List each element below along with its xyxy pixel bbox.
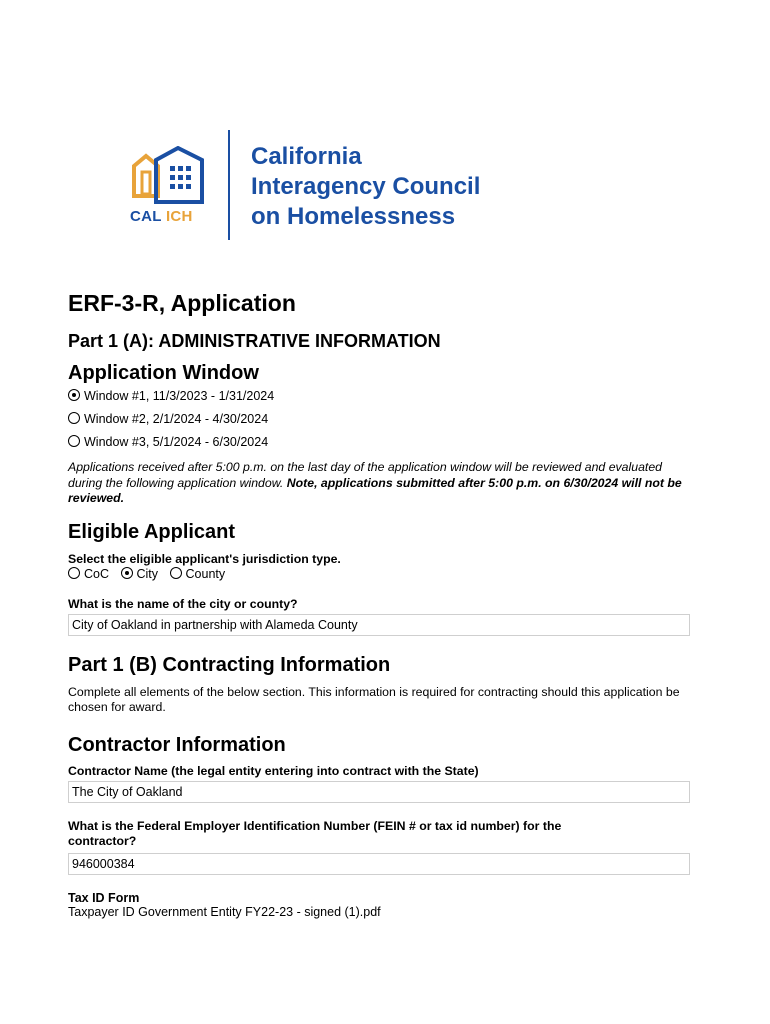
jurisdiction-option-coc[interactable] — [68, 567, 109, 581]
logo-line-3: on Homelessness — [251, 203, 456, 230]
contractor-information-heading: Contractor Information — [68, 733, 286, 756]
jurisdiction-question: Select the eligible applicant's jurisdiction type. — [68, 551, 341, 566]
page-title: ERF-3-R, Application — [68, 290, 296, 316]
cal-ich-logo — [130, 128, 530, 243]
logo-line-2: Interagency Council — [251, 173, 481, 200]
logo-abbreviation — [130, 208, 193, 225]
fein-field[interactable]: 946000384 — [68, 853, 690, 875]
part1a-heading: Part 1 (A): ADMINISTRATIVE INFORMATION — [68, 331, 441, 351]
logo-line-1: California — [251, 143, 362, 170]
logo-cal-text: CAL — [130, 208, 162, 225]
window-note-bold: Note, applications submitted after 5:00 p.m. on 6/30/2024 will not be reviewed. — [68, 475, 682, 505]
application-window-options — [68, 387, 698, 456]
jurisdiction-option-city[interactable] — [121, 567, 159, 581]
part1b-description: Complete all elements of the below section. This information is required for contracting should this application be chosen for award. — [68, 684, 680, 714]
window-option-2[interactable] — [68, 410, 698, 433]
window-option-label: Window #2, 2/1/2024 - 4/30/2024 — [84, 412, 269, 426]
city-county-name-question: What is the name of the city or county? — [68, 596, 298, 611]
option-label: County — [185, 566, 226, 581]
radio-unchecked-icon[interactable] — [68, 567, 80, 579]
application-window-heading: Application Window — [68, 362, 259, 384]
contractor-name-label: Contractor Name (the legal entity entering into contract with the State) — [68, 763, 479, 778]
application-content — [68, 290, 698, 919]
city-county-name-field[interactable]: City of Oakland in partnership with Alameda County — [68, 614, 690, 636]
logo-wordmark — [251, 142, 480, 232]
fein-label: What is the Federal Employer Identification Number (FEIN # or tax id number) for the contractor? — [68, 818, 562, 848]
jurisdiction-option-county[interactable] — [170, 567, 226, 581]
option-label: City — [136, 566, 159, 581]
window-option-3[interactable] — [68, 433, 698, 456]
radio-checked-icon[interactable] — [68, 389, 80, 401]
contractor-name-field[interactable]: The City of Oakland — [68, 781, 690, 803]
logo-divider — [228, 130, 230, 240]
window-option-label: Window #1, 11/3/2023 - 1/31/2024 — [84, 389, 275, 403]
window-option-label: Window #3, 5/1/2024 - 6/30/2024 — [84, 435, 269, 449]
window-option-1[interactable] — [68, 387, 698, 410]
radio-checked-icon[interactable] — [121, 567, 133, 579]
option-label: CoC — [84, 566, 110, 581]
jurisdiction-options — [68, 567, 698, 581]
window-note — [68, 460, 698, 507]
tax-id-form-label: Tax ID Form — [68, 890, 140, 905]
eligible-applicant-heading: Eligible Applicant — [68, 520, 236, 543]
window-note-text: Applications received after 5:00 p.m. on the last day of the application window will be reviewed and evaluated during the following application window. — [68, 460, 663, 490]
house-icon — [130, 146, 210, 206]
logo-ich-text: ICH — [165, 208, 193, 225]
part1b-heading: Part 1 (B) Contracting Information — [68, 653, 391, 676]
tax-id-form-file[interactable]: Taxpayer ID Government Entity FY22-23 - signed (1).pdf — [68, 904, 381, 919]
radio-unchecked-icon[interactable] — [170, 567, 182, 579]
radio-unchecked-icon[interactable] — [68, 435, 80, 447]
radio-unchecked-icon[interactable] — [68, 412, 80, 424]
